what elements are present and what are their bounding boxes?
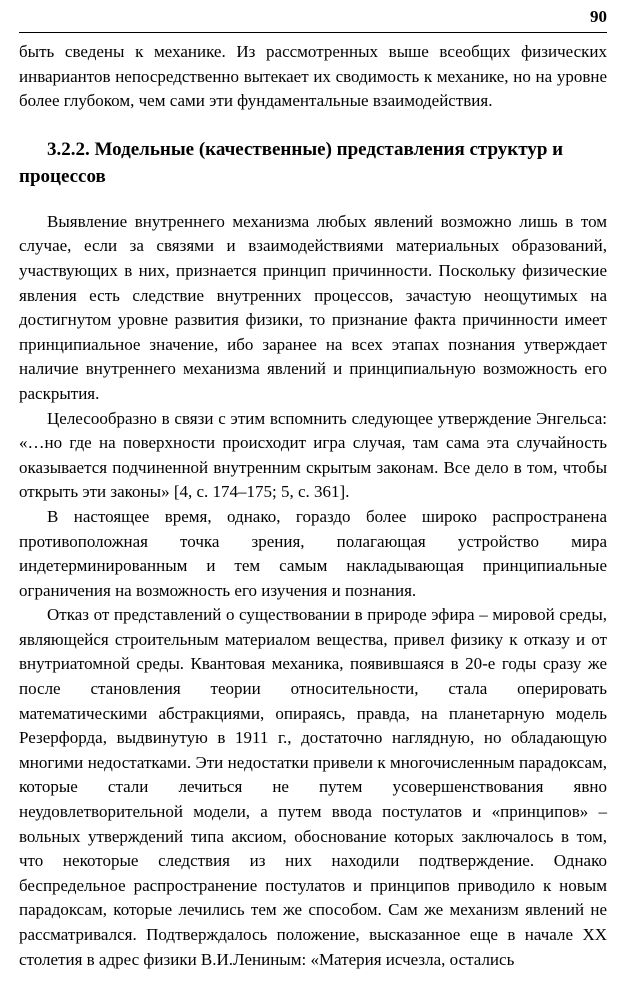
paragraph-ether-rejection: Отказ от представлений о существовании в природе эфира – мировой среды, являющейся строительным материалом вещества, привел физику к отказу и от внутриатомной среды. Квантовая механика, появившаяся в 20-е годы сразу же после становления теории относительности, стала оперировать математическими абстракциями, опираясь, правда, на планетарную модель Резерфорда, выдвинутую в 1911 г., достаточно наглядную, но обладающую многими недостатками. Эти недостатки привели к многочисленным парадоксам, которые стали лечиться не путем усовершенствования явно неудовлетворительной модели, а путем ввода постулатов и «принципов» – вольных утверждений типа аксиом, обоснование которых заключалось в том, что некоторые следствия из них находили подтверждение. Однако беспредельное распространение постулатов и принципов приводило к новым парадоксам, которые лечились тем же способом. Сам же механизм явлений не рассматривался. Подтверждалось положение, высказанное еще в начале XX столетия в адрес физики В.И.Лениным: «Материя исчезла, остались (19, 605, 607, 969)
paragraph-causality: Выявление внутреннего механизма любых явлений возможно лишь в том случае, если за связями и взаимодействиями материальных образований, участвующих в них, признается принцип причинности. Поскольку физические явления есть следствие внутренних процессов, зачастую неощутимых на достигнутом уровне развития физики, то признание факта причинности имеет принципиальное значение, ибо заранее на всех этапах познания утверждает наличие внутреннего механизма явлений и принципиальную возможность его раскрытия. (19, 211, 607, 403)
page-body (19, 40, 607, 972)
section-heading: 3.2.2. Модельные (качественные) представления структур и процессов (19, 138, 564, 187)
intro-paragraph: быть сведены к механике. Из рассмотренных выше всеобщих физических инвариантов непосредственно вытекает их сводимость к механике, но на уровне более глубоком, чем сами эти фундаментальные взаимодействия. (19, 42, 607, 111)
page-number: 90 (590, 7, 607, 26)
paragraph-indeterminism: В настоящее время, однако, гораздо более широко распространена противоположная точка зрения, полагающая устройство мира индетерминированным и тем самым накладывающая принципиальные ограничения на возможность его изучения и познания. (19, 506, 607, 600)
page-header (19, 6, 607, 33)
paragraph-engels-quote: Целесообразно в связи с этим вспомнить следующее утверждение Энгельса: «…но где на поверхности происходит игра случая, там сама эта случайность оказывается подчиненной внутренним скрытым законам. Все дело в том, чтобы открыть эти законы» [4, с. 174–175; 5, с. 361]. (19, 408, 607, 502)
